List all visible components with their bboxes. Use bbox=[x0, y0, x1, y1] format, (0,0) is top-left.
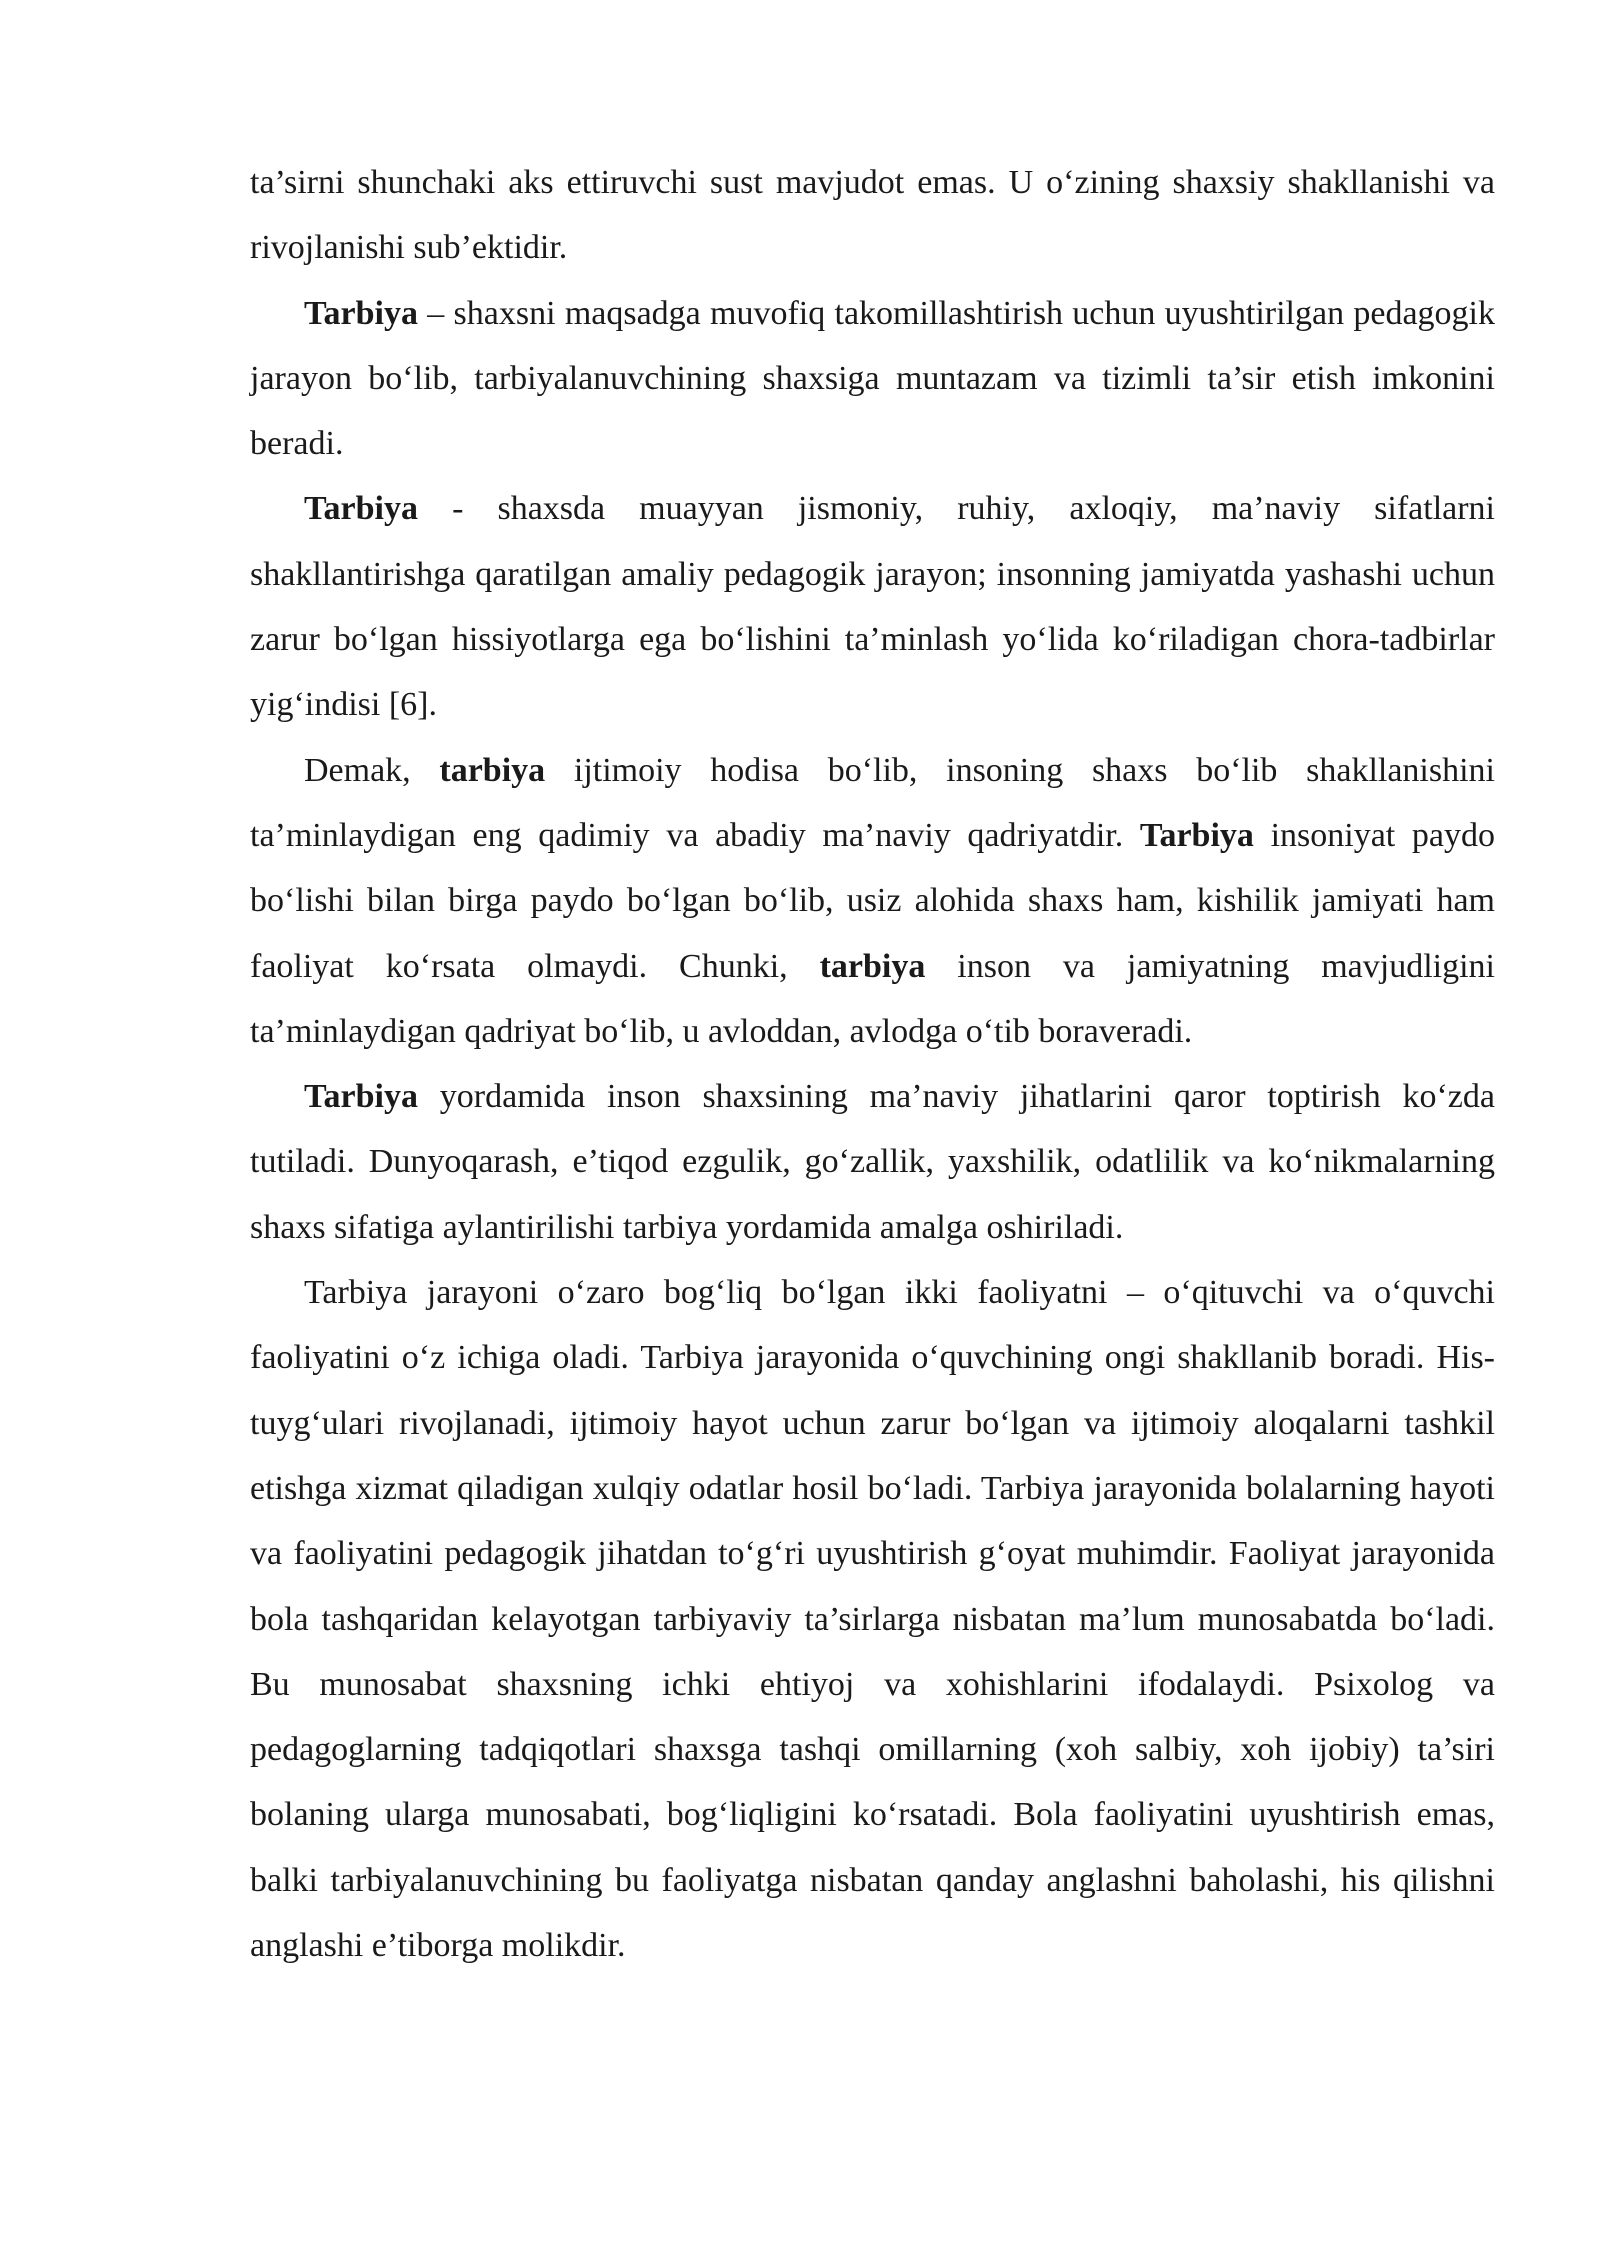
text-run: ijtimoiy hodisa bo‘lib, insoning shaxs bo‘lib shakllanishini ta’minlaydigan eng qadimiy va abadiy ma’naviy qadriyatdir. bbox=[250, 751, 1495, 854]
text-run: – shaxsni maqsadga muvofiq takomillashtirish uchun uyushtirilgan pedagogik jarayon bo‘lib, tarbiyalanuvchining shaxsiga muntazam va tizimli ta’sir etish imkonini beradi. bbox=[250, 294, 1495, 463]
paragraph-tarbiya-definition-1 bbox=[250, 281, 1495, 477]
bold-term: Tarbiya bbox=[304, 1078, 419, 1116]
text-run: Demak, bbox=[304, 751, 440, 789]
paragraph-tarbiya-definition-2 bbox=[250, 476, 1495, 737]
bold-term: tarbiya bbox=[439, 751, 546, 789]
document-page bbox=[250, 150, 1495, 1978]
paragraph-tarbiya-jarayoni bbox=[250, 1260, 1495, 1978]
text-run: inson va jamiyatning mavjudligini ta’minlaydigan qadriyat bo‘lib, u avloddan, avlodga o‘tib boraveradi. bbox=[250, 947, 1496, 1050]
text-run: insoniyat paydo bo‘lishi bilan birga paydo bo‘lgan bo‘lib, usiz alohida shaxs ham, kishilik jamiyati ham faoliyat ko‘rsata olmaydi. Chunki, bbox=[250, 816, 1495, 985]
text-run: yordamida inson shaxsining ma’naviy jihatlarini qaror toptirish ko‘zda tutiladi. Dunyoqarash, e’tiqod ezgulik, go‘zallik, yaxshilik, odatlilik va ko‘nikmalarning shaxs sifatiga aylantirilishi tarbiya yordamida amalga oshiriladi. bbox=[250, 1078, 1495, 1246]
paragraph-demak bbox=[250, 738, 1495, 1064]
bold-term: tarbiya bbox=[819, 947, 926, 985]
text-run: - shaxsda muayyan jismoniy, ruhiy, axloqiy, ma’naviy sifatlarni shakllantirishga qaratilgan amaliy pedagogik jarayon; insonning jamiyatda yashashi uchun zarur bo‘lgan hissiyotlarga ega bo‘lishini ta’minlash yo‘lida ko‘riladigan chora-tadbirlar yig‘indisi [6]. bbox=[250, 490, 1495, 724]
text-run: ta’sirni shunchaki aks ettiruvchi sust mavjudot emas. U o‘zining shaxsiy shakllanishi va rivojlanishi sub’ektidir. bbox=[250, 164, 1495, 267]
bold-term: Tarbiya bbox=[304, 490, 419, 528]
bold-term: Tarbiya bbox=[304, 294, 419, 332]
paragraph-tarbiya-yordamida bbox=[250, 1064, 1495, 1260]
text-run: Tarbiya jarayoni o‘zaro bog‘liq bo‘lgan ikki faoliyatni – o‘qituvchi va o‘quvchi faoliyatini o‘z ichiga oladi. Tarbiya jarayonida o‘quvchining ongi shakllanib boradi. His-tuyg‘ulari rivojlanadi, ijtimoiy hayot uchun zarur bo‘lgan va ijtimoiy aloqalarni tashkil etishga xizmat qiladigan xulqiy odatlar hosil bo‘ladi. Tarbiya jarayonida bolalarning hayoti va faoliyatini pedagogik jihatdan to‘g‘ri uyushtirish g‘oyat muhimdir. Faoliyat jarayonida bola tashqaridan kelayotgan tarbiyaviy ta’sirlarga nisbatan ma’lum munosabatda bo‘ladi. Bu munosabat shaxsning ichki ehtiyoj va xohishlarini ifodalaydi. Psixolog va pedagoglarning tadqiqotlari shaxsga tashqi omillarning (xoh salbiy, xoh ijobiy) ta’siri bolaning ularga munosabati, bog‘liqligini ko‘rsatadi. Bola faoliyatini uyushtirish emas, balki tarbiyalanuvchining bu faoliyatga nisbatan qanday anglashni baholashi, his qilishni anglashi e’tiborga molikdir. bbox=[250, 1274, 1495, 1965]
paragraph-continuation bbox=[250, 150, 1495, 281]
bold-term: Tarbiya bbox=[1139, 816, 1254, 854]
